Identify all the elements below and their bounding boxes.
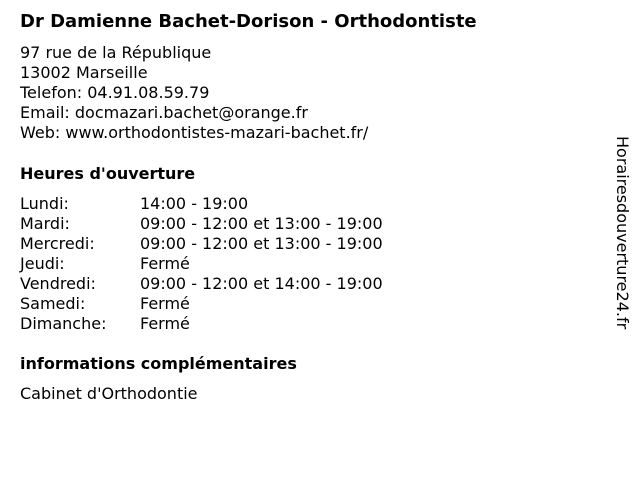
day-label: Mardi: (20, 214, 70, 233)
day-label: Mercredi: (20, 234, 95, 253)
address-street: 97 rue de la République (20, 43, 212, 62)
page-title: Dr Damienne Bachet-Dorison - Orthodontiste (20, 11, 477, 32)
hours-row-mardi (20, 214, 383, 234)
day-hours: 09:00 - 12:00 et 13:00 - 19:00 (140, 214, 383, 233)
website-line: Web: www.orthodontistes-mazari-bachet.fr/ (20, 123, 369, 142)
day-label: Lundi: (20, 194, 69, 213)
hours-row-samedi (20, 294, 383, 314)
hours-row-dimanche (20, 314, 383, 334)
hours-row-vendredi (20, 274, 383, 294)
additional-info-heading: informations complémentaires (20, 354, 297, 373)
opening-hours-heading: Heures d'ouverture (20, 164, 196, 183)
day-label: Vendredi: (20, 274, 96, 293)
hours-row-mercredi (20, 234, 383, 254)
day-hours: 09:00 - 12:00 et 14:00 - 19:00 (140, 274, 383, 293)
address-city: 13002 Marseille (20, 63, 148, 82)
hours-row-lundi (20, 194, 383, 214)
day-hours: Fermé (140, 254, 190, 273)
day-label: Samedi: (20, 294, 86, 313)
phone-line: Telefon: 04.91.08.59.79 (20, 83, 210, 102)
day-label: Dimanche: (20, 314, 107, 333)
day-hours: 14:00 - 19:00 (140, 194, 249, 213)
day-hours: Fermé (140, 314, 190, 333)
site-watermark: Horairesdouverture24.fr (613, 136, 632, 330)
email-line: Email: docmazari.bachet@orange.fr (20, 103, 308, 122)
day-hours: Fermé (140, 294, 190, 313)
additional-info-text: Cabinet d'Orthodontie (20, 384, 198, 403)
hours-row-jeudi (20, 254, 383, 274)
day-label: Jeudi: (20, 254, 65, 273)
contact-block (20, 43, 368, 143)
opening-hours-list (20, 194, 383, 334)
day-hours: 09:00 - 12:00 et 13:00 - 19:00 (140, 234, 383, 253)
